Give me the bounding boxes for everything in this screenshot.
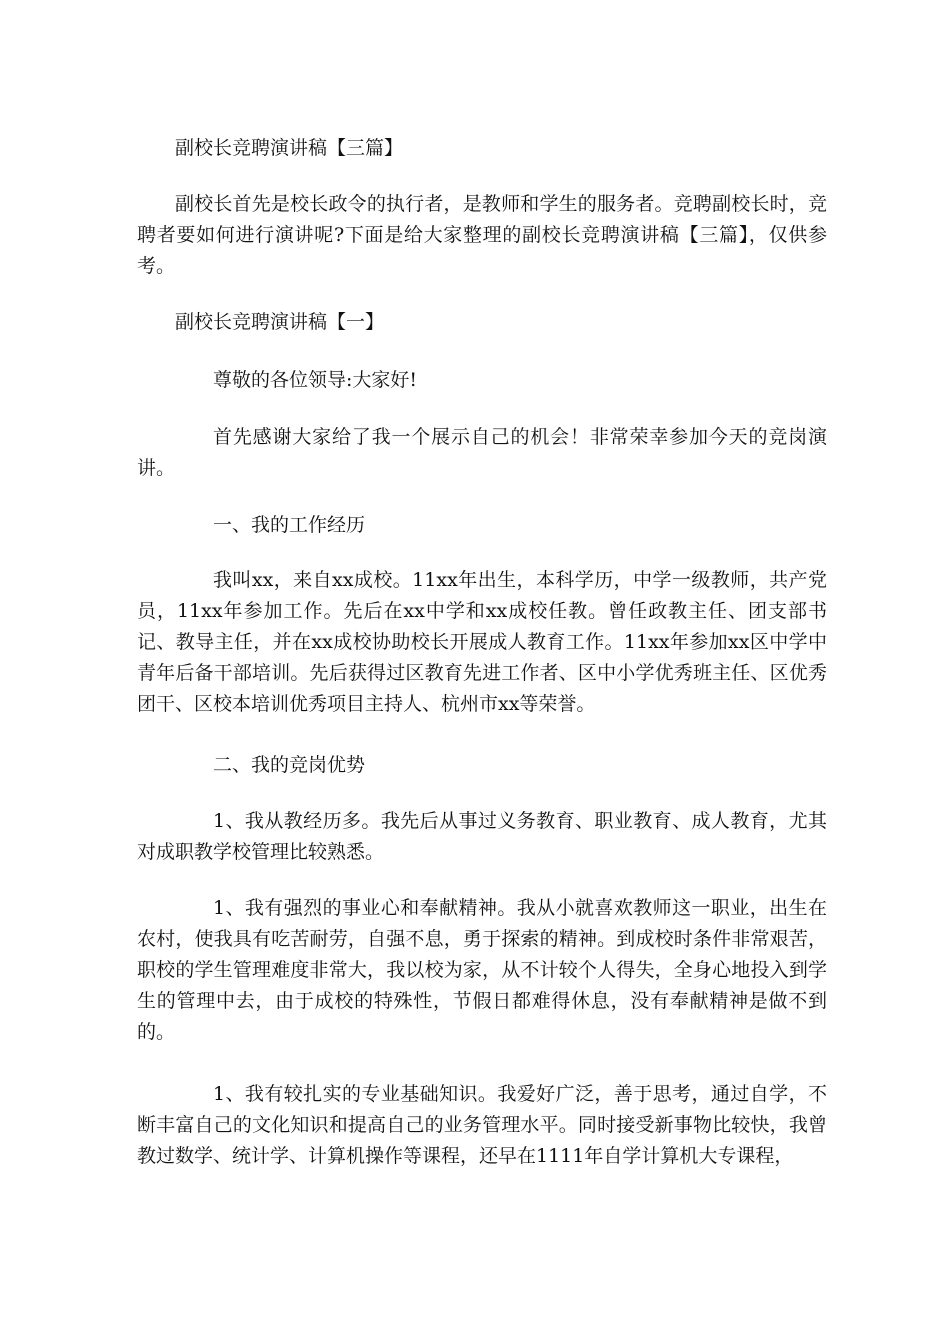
heading-work-experience: 一、我的工作经历 <box>213 514 366 536</box>
advantage-paragraph-1: 1、我从教经历多。我先后从事过义务教育、职业教育、成人教育，尤其对成职教学校管理比较熟悉。 <box>137 810 827 863</box>
intro-paragraph: 副校长首先是校长政令的执行者，是教师和学生的服务者。竞聘副校长时，竞聘者要如何进行演讲呢?下面是给大家整理的副校长竞聘演讲稿【三篇】，仅供参考。 <box>137 193 827 277</box>
document-title: 副校长竞聘演讲稿【三篇】 <box>175 137 404 159</box>
thanks-paragraph: 首先感谢大家给了我一个展示自己的机会！非常荣幸参加今天的竞岗演讲。 <box>137 426 827 479</box>
advantage-paragraph-3: 1、我有较扎实的专业基础知识。我爱好广泛，善于思考，通过自学，不断丰富自己的文化知识和提高自己的业务管理水平。同时接受新事物比较快，我曾教过数学、统计学、计算机操作等课程，还早在1111年自学计算机大专课程， <box>137 1083 827 1167</box>
work-experience-paragraph: 我叫xx，来自xx成校。11xx年出生，本科学历，中学一级教师，共产党员，11xx年参加工作。先后在xx中学和xx成校任教。曾任政教主任、团支部书记、教导主任，并在xx成校协助校长开展成人教育工作。11xx年参加xx区中学中青年后备干部培训。先后获得过区教育先进工作者、区中小学优秀班主任、区优秀团干、区校本培训优秀项目主持人、杭州市xx等荣誉。 <box>137 569 827 715</box>
section-title-one: 副校长竞聘演讲稿【一】 <box>175 311 385 333</box>
heading-advantages: 二、我的竞岗优势 <box>213 754 366 776</box>
advantage-paragraph-2: 1、我有强烈的事业心和奉献精神。我从小就喜欢教师这一职业，出生在农村，使我具有吃苦耐劳，自强不息，勇于探索的精神。到成校时条件非常艰苦，职校的学生管理难度非常大，我以校为家，从不计较个人得失，全身心地投入到学生的管理中去，由于成校的特殊性，节假日都难得休息，没有奉献精神是做不到的。 <box>137 897 827 1043</box>
greeting-paragraph: 尊敬的各位领导:大家好! <box>213 369 418 391</box>
